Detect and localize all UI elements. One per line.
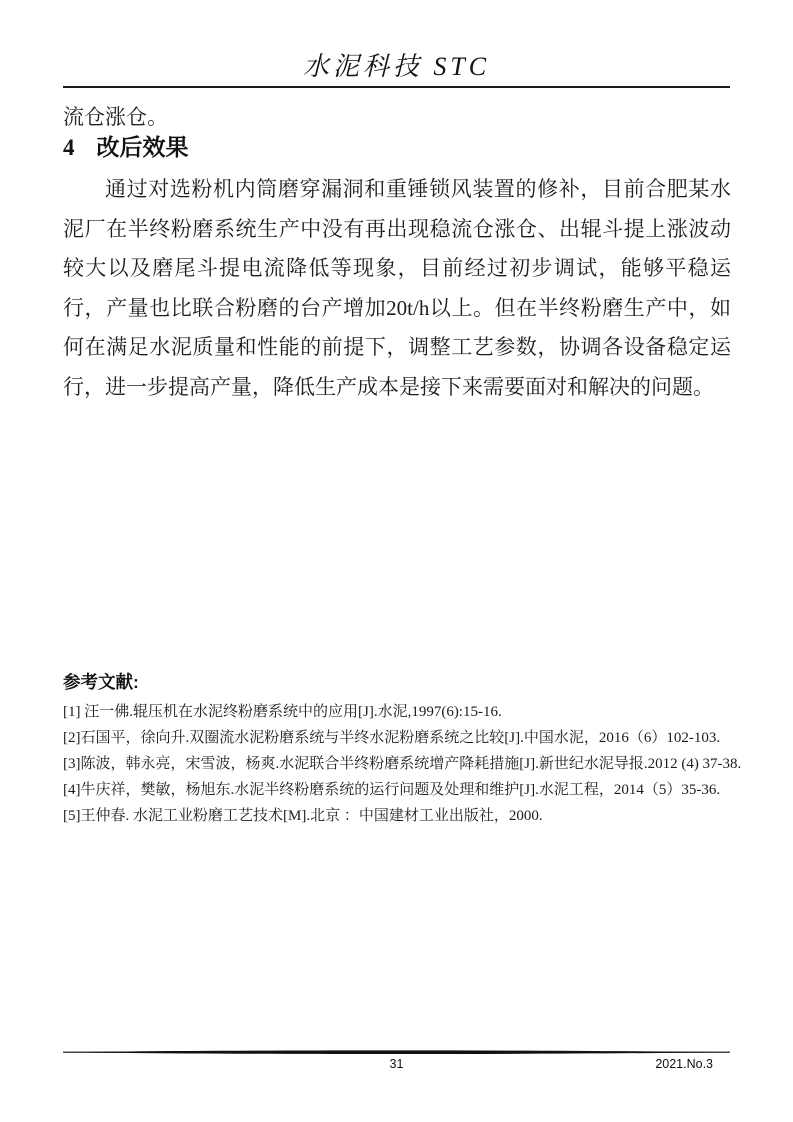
- section-title: 改后效果: [96, 134, 189, 160]
- section-number: 4: [63, 135, 75, 160]
- header-rule: [63, 86, 730, 88]
- footer-issue-label: 2021.No.3: [655, 1057, 713, 1071]
- references-heading: 参考文献:: [63, 672, 139, 692]
- body-paragraph: 通过对选粉机内筒磨穿漏洞和重锤锁风装置的修补，目前合肥某水泥厂在半终粉磨系统生产中没有再出现稳流仓涨仓、出辊斗提上涨波动较大以及磨尾斗提电流降低等现象，目前经过初步调试，能够平稳运行，产量也比联合粉磨的台产增加20t/h以上。但在半终粉磨生产中，如何在满足水泥质量和性能的前提下，调整工艺参数，协调各设备稳定运行，进一步提高产量，降低生产成本是接下来需要面对和解决的问题。: [63, 177, 731, 399]
- section-heading: [63, 129, 189, 162]
- reference-item-3: [3]陈波，韩永亮，宋雪波，杨爽.水泥联合半终粉磨系统增产降耗措施[J].新世纪水泥导报.2012 (4) 37-38.: [63, 756, 742, 772]
- reference-item-5: [5]王仲春. 水泥工业粉磨工艺技术[M].北京 ：中国建材工业出版社，2000.: [63, 808, 543, 824]
- reference-item-1: [1] 汪一佛.辊压机在水泥终粉磨系统中的应用[J].水泥,1997(6):15-16.: [63, 704, 502, 720]
- references-list: [63, 699, 773, 829]
- carryover-text: 流仓涨仓。: [63, 105, 168, 129]
- footer-rule: [63, 1049, 730, 1056]
- journal-title: 水泥科技 STC: [302, 52, 491, 81]
- reference-item-2: [2]石国平，徐向升.双圈流水泥粉磨系统与半终水泥粉磨系统之比较[J].中国水泥，2016（6）102-103.: [63, 730, 721, 746]
- reference-item-4: [4]牛庆祥，樊敏，杨旭东.水泥半终粉磨系统的运行问题及处理和维护[J].水泥工程，2014（5）35-36.: [63, 782, 721, 798]
- footer-page-number: 31: [389, 1057, 404, 1071]
